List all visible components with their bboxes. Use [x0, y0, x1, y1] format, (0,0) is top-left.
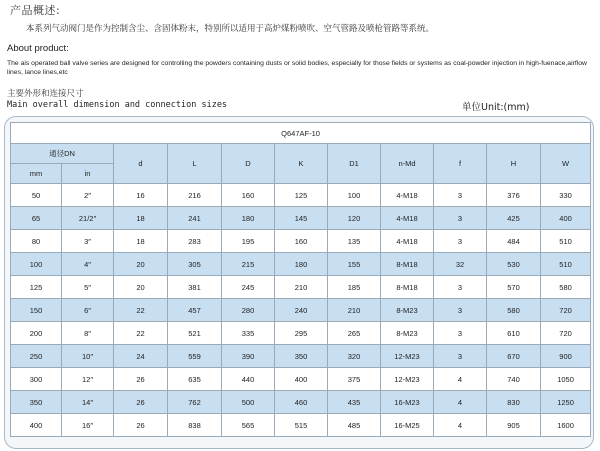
table-cell: 4-M18	[381, 184, 434, 207]
dimension-table	[10, 122, 591, 437]
table-cell: 390	[222, 345, 275, 368]
table-cell: 435	[328, 391, 381, 414]
table-cell: 24	[114, 345, 168, 368]
table-cell: 5″	[62, 276, 114, 299]
table-cell: 65	[11, 207, 62, 230]
table-cell: 18	[114, 230, 168, 253]
table-row	[11, 230, 591, 253]
table-row	[11, 207, 591, 230]
table-cell: 3	[434, 345, 487, 368]
table-cell: 21/2″	[62, 207, 114, 230]
product-overview-heading-cn: 产品概述:	[10, 4, 61, 17]
table-cell: 425	[487, 207, 541, 230]
table-cell: 16″	[62, 414, 114, 437]
table-cell: 8-M18	[381, 253, 434, 276]
table-cell: 400	[11, 414, 62, 437]
table-cell: 20	[114, 253, 168, 276]
table-cell: 559	[168, 345, 222, 368]
table-cell: 26	[114, 414, 168, 437]
table-cell: 510	[541, 230, 591, 253]
table-cell: 330	[541, 184, 591, 207]
table-cell: 18	[114, 207, 168, 230]
unit-label: 单位Unit:(mm)	[462, 102, 530, 113]
table-cell: 295	[275, 322, 328, 345]
table-cell: 335	[222, 322, 275, 345]
col-header-l: L	[168, 144, 222, 184]
table-cell: 155	[328, 253, 381, 276]
table-row	[11, 345, 591, 368]
table-cell: 3	[434, 299, 487, 322]
product-overview-heading-en: About product:	[7, 43, 69, 54]
table-cell: 20	[114, 276, 168, 299]
table-cell: 905	[487, 414, 541, 437]
table-cell: 4	[434, 414, 487, 437]
table-cell: 1250	[541, 391, 591, 414]
table-cell: 12-M23	[381, 345, 434, 368]
table-cell: 22	[114, 299, 168, 322]
table-cell: 32	[434, 253, 487, 276]
table-cell: 22	[114, 322, 168, 345]
table-cell: 14″	[62, 391, 114, 414]
table-cell: 8″	[62, 322, 114, 345]
table-cell: 195	[222, 230, 275, 253]
table-cell: 530	[487, 253, 541, 276]
table-cell: 375	[328, 368, 381, 391]
table-cell: 1600	[541, 414, 591, 437]
table-cell: 240	[275, 299, 328, 322]
table-cell: 580	[487, 299, 541, 322]
table-cell: 440	[222, 368, 275, 391]
table-cell: 900	[541, 345, 591, 368]
table-cell: 350	[11, 391, 62, 414]
table-row	[11, 276, 591, 299]
table-row	[11, 368, 591, 391]
table-body	[11, 184, 591, 437]
table-cell: 376	[487, 184, 541, 207]
table-cell: 80	[11, 230, 62, 253]
table-cell: 762	[168, 391, 222, 414]
table-cell: 241	[168, 207, 222, 230]
table-cell: 500	[222, 391, 275, 414]
table-cell: 305	[168, 253, 222, 276]
table-cell: 210	[275, 276, 328, 299]
dimensions-heading-en: Main overall dimension and connection sizes	[7, 100, 228, 110]
table-cell: 135	[328, 230, 381, 253]
table-row	[11, 414, 591, 437]
table-cell: 283	[168, 230, 222, 253]
table-cell: 16-M23	[381, 391, 434, 414]
col-header-k: K	[275, 144, 328, 184]
table-cell: 3	[434, 322, 487, 345]
table-cell: 145	[275, 207, 328, 230]
table-cell: 3	[434, 276, 487, 299]
table-cell: 125	[275, 184, 328, 207]
table-title: Q647AF-10	[11, 123, 591, 144]
table-cell: 3″	[62, 230, 114, 253]
table-cell: 210	[328, 299, 381, 322]
col-header-h: H	[487, 144, 541, 184]
table-cell: 3	[434, 230, 487, 253]
product-intro-cn: 本系列气动阀门是作为控制含尘、含固体粉末，特别所以适用于高炉煤粉喷吹、空气管路及喷枪管路等系统。	[26, 24, 435, 34]
table-row	[11, 299, 591, 322]
table-cell: 350	[275, 345, 328, 368]
col-header-d: d	[114, 144, 168, 184]
table-cell: 400	[541, 207, 591, 230]
table-cell: 250	[11, 345, 62, 368]
table-cell: 280	[222, 299, 275, 322]
table-cell: 610	[487, 322, 541, 345]
table-cell: 4-M18	[381, 207, 434, 230]
table-row	[11, 184, 591, 207]
table-cell: 635	[168, 368, 222, 391]
table-cell: 180	[222, 207, 275, 230]
dn-header: 通径DN	[11, 144, 114, 164]
table-cell: 200	[11, 322, 62, 345]
table-row	[11, 391, 591, 414]
dn-sub-mm: mm	[11, 164, 62, 184]
table-cell: 8-M18	[381, 276, 434, 299]
table-row	[11, 253, 591, 276]
table-cell: 740	[487, 368, 541, 391]
table-cell: 4	[434, 368, 487, 391]
table-cell: 484	[487, 230, 541, 253]
table-cell: 460	[275, 391, 328, 414]
table-cell: 4	[434, 391, 487, 414]
table-cell: 10″	[62, 345, 114, 368]
table-cell: 300	[11, 368, 62, 391]
table-cell: 180	[275, 253, 328, 276]
table-cell: 12″	[62, 368, 114, 391]
table-cell: 215	[222, 253, 275, 276]
table-cell: 720	[541, 322, 591, 345]
table-cell: 565	[222, 414, 275, 437]
table-cell: 160	[222, 184, 275, 207]
col-header-w: W	[541, 144, 591, 184]
table-cell: 3	[434, 207, 487, 230]
table-cell: 3	[434, 184, 487, 207]
col-header-n-md: n-Md	[381, 144, 434, 184]
table-cell: 457	[168, 299, 222, 322]
table-cell: 100	[328, 184, 381, 207]
dimensions-heading-cn: 主要外形和连接尺寸	[7, 89, 84, 99]
col-header-d-outer: D	[222, 144, 275, 184]
table-cell: 12-M23	[381, 368, 434, 391]
table-cell: 160	[275, 230, 328, 253]
table-cell: 381	[168, 276, 222, 299]
table-cell: 580	[541, 276, 591, 299]
table-cell: 4″	[62, 253, 114, 276]
table-cell: 6″	[62, 299, 114, 322]
table-cell: 26	[114, 368, 168, 391]
col-header-f: f	[434, 144, 487, 184]
table-cell: 1050	[541, 368, 591, 391]
table-cell: 26	[114, 391, 168, 414]
table-cell: 570	[487, 276, 541, 299]
table-cell: 400	[275, 368, 328, 391]
table-cell: 510	[541, 253, 591, 276]
table-cell: 4-M18	[381, 230, 434, 253]
table-cell: 16-M25	[381, 414, 434, 437]
table-cell: 515	[275, 414, 328, 437]
table-cell: 830	[487, 391, 541, 414]
table-cell: 8-M23	[381, 322, 434, 345]
table-cell: 720	[541, 299, 591, 322]
table-cell: 185	[328, 276, 381, 299]
table-cell: 521	[168, 322, 222, 345]
table-cell: 8-M23	[381, 299, 434, 322]
product-intro-en: The ais operated ball valve series are designed for controlling the powders containing dusts or solid bodies, especially for those fields or systems as coal-powder injection in high-fuenace,airflow lines, lance lines,etc	[7, 60, 587, 76]
table-cell: 838	[168, 414, 222, 437]
table-cell: 485	[328, 414, 381, 437]
table-cell: 100	[11, 253, 62, 276]
table-row	[11, 322, 591, 345]
table-cell: 2″	[62, 184, 114, 207]
table-cell: 50	[11, 184, 62, 207]
dn-sub-in: in	[62, 164, 114, 184]
table-cell: 670	[487, 345, 541, 368]
table-cell: 216	[168, 184, 222, 207]
table-cell: 125	[11, 276, 62, 299]
table-cell: 245	[222, 276, 275, 299]
table-cell: 16	[114, 184, 168, 207]
col-header-d1: D1	[328, 144, 381, 184]
table-cell: 150	[11, 299, 62, 322]
table-cell: 265	[328, 322, 381, 345]
table-cell: 320	[328, 345, 381, 368]
table-cell: 120	[328, 207, 381, 230]
